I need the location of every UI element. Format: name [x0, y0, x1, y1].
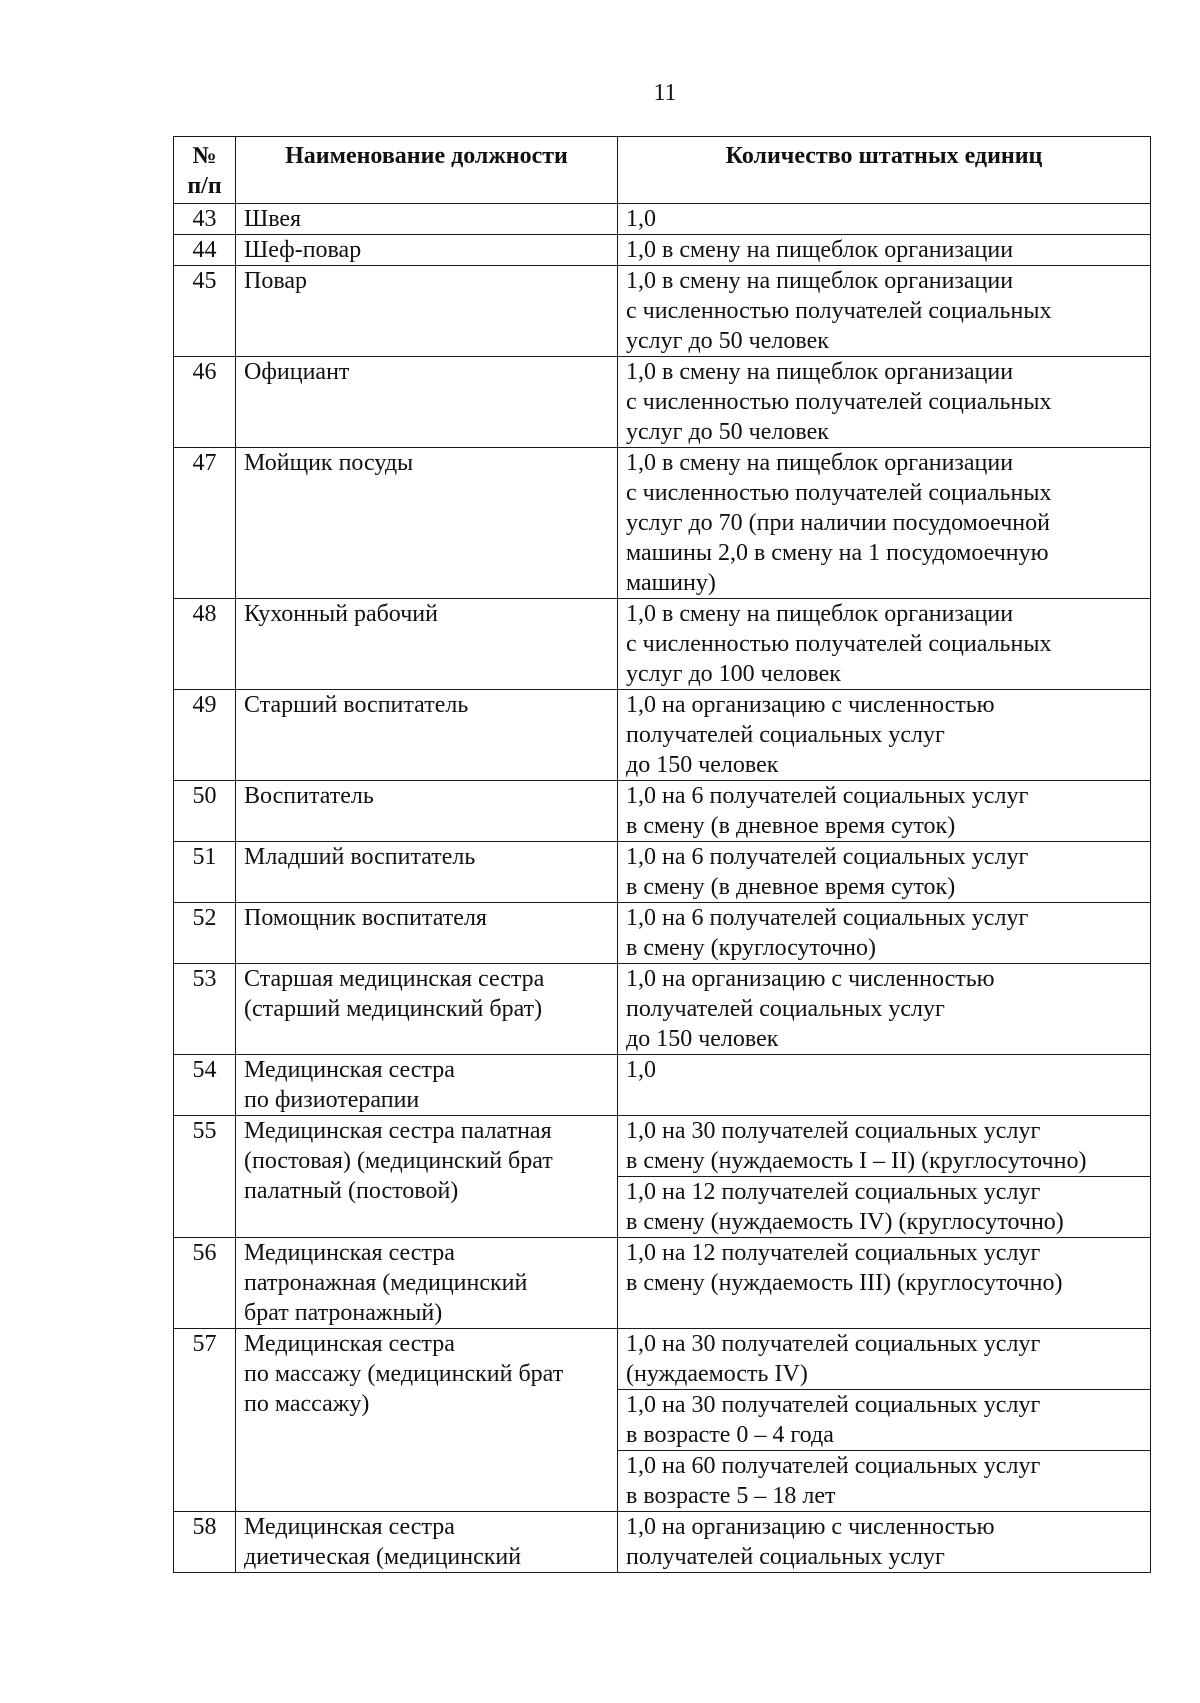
position-name-line: Младший воспитатель — [244, 844, 476, 870]
staff-units-line: с численностью получателей социальных — [626, 298, 1052, 324]
row-number: 58 — [174, 1512, 236, 1573]
staff-units-line: 1,0 — [626, 206, 656, 232]
staff-units — [618, 357, 1151, 448]
staff-units-line: с численностью получателей социальных — [626, 389, 1052, 415]
row-number: 52 — [174, 903, 236, 964]
table-row — [174, 1116, 1151, 1177]
staff-units — [618, 1390, 1151, 1451]
table-row — [174, 599, 1151, 690]
staff-units-line: 1,0 на 6 получателей социальных услуг — [626, 905, 1029, 931]
position-name — [236, 964, 618, 1055]
position-name-line: патронажная (медицинский — [244, 1270, 528, 1296]
position-name-line: Медицинская сестра — [244, 1514, 455, 1540]
row-number: 54 — [174, 1055, 236, 1116]
table-header-row — [174, 137, 1151, 204]
staff-units-line: услуг до 70 (при наличии посудомоечной — [626, 510, 1050, 536]
staff-units-line: 1,0 — [626, 1057, 656, 1083]
position-name-line: по физиотерапии — [244, 1087, 420, 1113]
row-number: 49 — [174, 690, 236, 781]
table-row — [174, 1512, 1151, 1573]
row-number: 45 — [174, 266, 236, 357]
position-name — [236, 357, 618, 448]
row-number: 46 — [174, 357, 236, 448]
staff-units-line: 1,0 на организацию с численностью — [626, 692, 995, 718]
staff-units — [618, 599, 1151, 690]
staff-units — [618, 1116, 1151, 1177]
staff-units-line: услуг до 100 человек — [626, 661, 841, 687]
position-name-line: по массажу) — [244, 1391, 370, 1417]
position-name — [236, 1512, 618, 1573]
position-name-line: палатный (постовой) — [244, 1178, 459, 1204]
staff-units-line: 1,0 на организацию с численностью — [626, 1514, 995, 1540]
staff-units — [618, 1238, 1151, 1329]
staff-units-line: 1,0 на 12 получателей социальных услуг — [626, 1240, 1041, 1266]
staff-units-line: 1,0 на 60 получателей социальных услуг — [626, 1453, 1041, 1479]
position-name-line: Медицинская сестра палатная — [244, 1118, 552, 1144]
staff-units-line: машины 2,0 в смену на 1 посудомоечную — [626, 540, 1049, 566]
position-name-line: Воспитатель — [244, 783, 374, 809]
staff-units-line: получателей социальных услуг — [626, 996, 945, 1022]
row-number: 44 — [174, 235, 236, 266]
staff-units-line: (нуждаемость IV) — [626, 1361, 808, 1387]
staff-units-line: машину) — [626, 570, 716, 596]
position-name — [236, 1329, 618, 1512]
staff-units-line: 1,0 на 30 получателей социальных услуг — [626, 1331, 1041, 1357]
position-name — [236, 1116, 618, 1238]
staff-units-line: 1,0 в смену на пищеблок организации — [626, 601, 1014, 627]
row-number: 55 — [174, 1116, 236, 1238]
staffing-table — [173, 136, 1151, 1573]
staff-units-line: в смену (круглосуточно) — [626, 935, 876, 961]
staff-units-line: получателей социальных услуг — [626, 722, 945, 748]
staff-units-line: услуг до 50 человек — [626, 328, 829, 354]
header-num — [174, 137, 236, 204]
table-row — [174, 1238, 1151, 1329]
row-number: 53 — [174, 964, 236, 1055]
row-number: 56 — [174, 1238, 236, 1329]
table-body — [174, 204, 1151, 1573]
staff-units-line: до 150 человек — [626, 752, 779, 778]
position-name-line: Шеф-повар — [244, 237, 362, 263]
staff-units — [618, 964, 1151, 1055]
staff-units — [618, 781, 1151, 842]
staff-units-line: получателей социальных услуг — [626, 1544, 945, 1570]
table-row — [174, 842, 1151, 903]
staff-units-line: в возрасте 5 – 18 лет — [626, 1483, 836, 1509]
staff-units-line: с численностью получателей социальных — [626, 480, 1052, 506]
staff-units — [618, 1177, 1151, 1238]
table-row — [174, 448, 1151, 599]
row-number: 48 — [174, 599, 236, 690]
table-row — [174, 903, 1151, 964]
position-name-line: Старший воспитатель — [244, 692, 469, 718]
header-staff-units: Количество штатных единиц — [618, 137, 1151, 204]
position-name-line: диетическая (медицинский — [244, 1544, 522, 1570]
table-row — [174, 781, 1151, 842]
staff-units-line: в смену (нуждаемость IV) (круглосуточно) — [626, 1209, 1064, 1235]
position-name-line: Старшая медицинская сестра — [244, 966, 545, 992]
position-name — [236, 1238, 618, 1329]
header-position-name: Наименование должности — [236, 137, 618, 204]
staff-units — [618, 204, 1151, 235]
position-name — [236, 781, 618, 842]
staff-units-line: 1,0 на 6 получателей социальных услуг — [626, 783, 1029, 809]
staff-units — [618, 1451, 1151, 1512]
position-name-line: брат патронажный) — [244, 1300, 443, 1326]
staff-units-line: услуг до 50 человек — [626, 419, 829, 445]
staff-units-line: 1,0 на 12 получателей социальных услуг — [626, 1179, 1041, 1205]
position-name — [236, 842, 618, 903]
row-number: 57 — [174, 1329, 236, 1512]
staff-units — [618, 842, 1151, 903]
staff-units — [618, 1329, 1151, 1390]
position-name — [236, 599, 618, 690]
staff-units-line: в возрасте 0 – 4 года — [626, 1422, 834, 1448]
staff-units — [618, 690, 1151, 781]
position-name-line: Повар — [244, 268, 307, 294]
staff-units — [618, 1512, 1151, 1573]
staff-units — [618, 266, 1151, 357]
position-name-line: Медицинская сестра — [244, 1240, 455, 1266]
position-name — [236, 903, 618, 964]
staff-units-line: в смену (нуждаемость I – II) (круглосуточно) — [626, 1148, 1087, 1174]
staff-units-line: 1,0 на 30 получателей социальных услуг — [626, 1392, 1041, 1418]
table-row — [174, 964, 1151, 1055]
position-name-line: Официант — [244, 359, 350, 385]
position-name-line: Помощник воспитателя — [244, 905, 487, 931]
row-number: 50 — [174, 781, 236, 842]
table-row — [174, 357, 1151, 448]
row-number: 51 — [174, 842, 236, 903]
staff-units-line: в смену (в дневное время суток) — [626, 874, 956, 900]
staff-units-line: с численностью получателей социальных — [626, 631, 1052, 657]
staff-units-line: 1,0 в смену на пищеблок организации — [626, 359, 1014, 385]
position-name-line: (постовая) (медицинский брат — [244, 1148, 553, 1174]
staff-units-line: 1,0 на организацию с численностью — [626, 966, 995, 992]
table-row — [174, 266, 1151, 357]
position-name-line: Медицинская сестра — [244, 1331, 455, 1357]
row-number: 43 — [174, 204, 236, 235]
table-row — [174, 690, 1151, 781]
row-number: 47 — [174, 448, 236, 599]
staff-units-line: 1,0 на 6 получателей социальных услуг — [626, 844, 1029, 870]
position-name — [236, 235, 618, 266]
staff-units-line: 1,0 в смену на пищеблок организации — [626, 268, 1014, 294]
position-name — [236, 1055, 618, 1116]
page-number: 11 — [653, 80, 677, 106]
position-name — [236, 204, 618, 235]
table-row — [174, 1329, 1151, 1390]
position-name — [236, 448, 618, 599]
staff-units — [618, 903, 1151, 964]
staff-units-line: в смену (в дневное время суток) — [626, 813, 956, 839]
position-name-line: Медицинская сестра — [244, 1057, 455, 1083]
header-num-line: п/п — [187, 173, 222, 199]
table-row — [174, 235, 1151, 266]
position-name-line: Кухонный рабочий — [244, 601, 438, 627]
staff-units — [618, 448, 1151, 599]
table-row — [174, 1055, 1151, 1116]
table-row — [174, 204, 1151, 235]
staff-units-line: до 150 человек — [626, 1026, 779, 1052]
staff-units-line: 1,0 в смену на пищеблок организации — [626, 237, 1014, 263]
header-num-line: № — [192, 143, 217, 169]
position-name-line: по массажу (медицинский брат — [244, 1361, 564, 1387]
staff-units-line: 1,0 на 30 получателей социальных услуг — [626, 1118, 1041, 1144]
staff-units-line: 1,0 в смену на пищеблок организации — [626, 450, 1014, 476]
staff-units — [618, 1055, 1151, 1116]
staff-units-line: в смену (нуждаемость III) (круглосуточно) — [626, 1270, 1063, 1296]
position-name-line: (старший медицинский брат) — [244, 996, 543, 1022]
position-name — [236, 690, 618, 781]
position-name-line: Мойщик посуды — [244, 450, 414, 476]
position-name-line: Швея — [244, 206, 302, 232]
staff-units — [618, 235, 1151, 266]
position-name — [236, 266, 618, 357]
